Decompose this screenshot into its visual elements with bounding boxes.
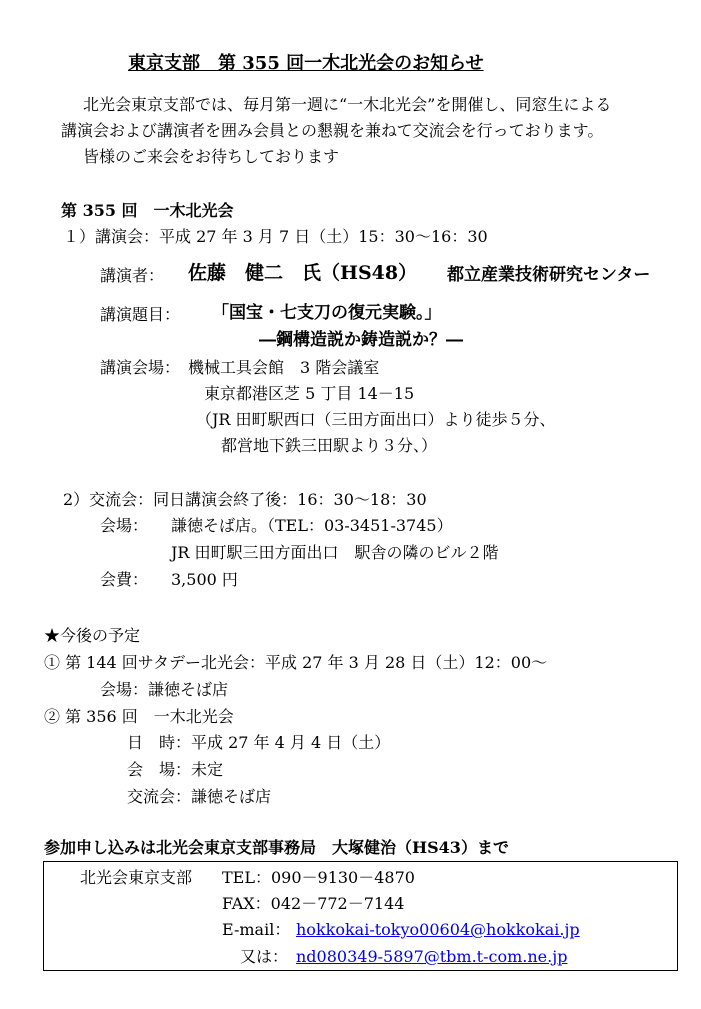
contact-fax: FAX：042－772－7144	[222, 894, 405, 913]
schedule-item-1-venue: 会場：謙徳そば店	[100, 680, 229, 699]
speaker-affiliation: 都立産業技術研究センター	[447, 265, 651, 285]
schedule-item-1: ① 第 144 回サタデー北光会：平成 27 年 3 月 28 日（土）12：00～	[44, 653, 548, 672]
schedule-item-2: ② 第 356 回 一木北光会	[44, 707, 234, 726]
social-venue-label: 会場：	[100, 516, 149, 535]
event-heading: 第 355 回 一木北光会	[61, 201, 234, 220]
speaker-label: 講演者：	[100, 266, 165, 285]
contact-email-link-2[interactable]: nd080349-5897@tbm.t-com.ne.jp	[296, 947, 568, 966]
page-title: 東京支部 第 355 回一木北光会のお知らせ	[128, 53, 484, 74]
venue-access-2: 都営地下鉄三田駅より３分、）	[221, 436, 438, 455]
intro-line-3: 皆様のご来会をお待ちしております	[83, 147, 340, 166]
contact-email-link-1[interactable]: hokkokai-tokyo00604@hokkokai.jp	[296, 920, 580, 939]
schedule-item-2-date: 日 時：平成 27 年 4 月 4 日（土）	[127, 733, 391, 752]
topic-label: 講演題目：	[100, 305, 181, 324]
schedule-item-2-venue: 会 場：未定	[127, 760, 224, 779]
venue-label: 講演会場：	[100, 358, 181, 377]
social-venue-name: 謙徳そば店。（TEL：03-3451-3745）	[171, 516, 453, 535]
contact-heading: 参加申し込みは北光会東京支部事務局 大塚健治（HS43）まで	[44, 838, 509, 857]
social-venue-access: JR 田町駅三田方面出口 駅舎の隣のビル２階	[171, 543, 499, 562]
social-line: 2）交流会：同日講演会終了後：16：30～18：30	[63, 490, 427, 509]
contact-org: 北光会東京支部	[80, 868, 193, 887]
venue-name: 機械工具会館 3 階会議室	[188, 358, 380, 377]
lecture-line: １）講演会：平成 27 年 3 月 7 日（土）15：30～16：30	[63, 227, 488, 246]
venue-access-1: （JR 田町駅西口（三田方面出口）より徒歩５分、	[196, 410, 556, 429]
intro-line-2: 講演会および講演者を囲み会員との懇親を兼ねて交流会を行っております。	[61, 121, 604, 140]
topic-title: 「国宝・七支刀の復元実験。」	[212, 303, 442, 323]
fee-value: 3,500 円	[171, 570, 238, 589]
schedule-heading: ★今後の予定	[44, 626, 141, 645]
topic-subtitle: ―鋼構造説か鋳造説か？―	[259, 330, 463, 350]
intro-line-1: 北光会東京支部では、毎月第一週に“一木北光会”を開催し、同窓生による	[83, 95, 612, 114]
schedule-item-2-social: 交流会：謙徳そば店	[127, 787, 272, 806]
fee-label: 会費：	[100, 570, 149, 589]
contact-alt-label: 又は：	[240, 947, 289, 966]
venue-address: 東京都港区芝 5 丁目 14－15	[204, 384, 415, 403]
speaker-name: 佐藤 健二 氏（HS48）	[188, 262, 418, 284]
contact-email-label: E-mail：	[222, 920, 291, 939]
contact-tel: TEL：090－9130－4870	[222, 868, 415, 887]
